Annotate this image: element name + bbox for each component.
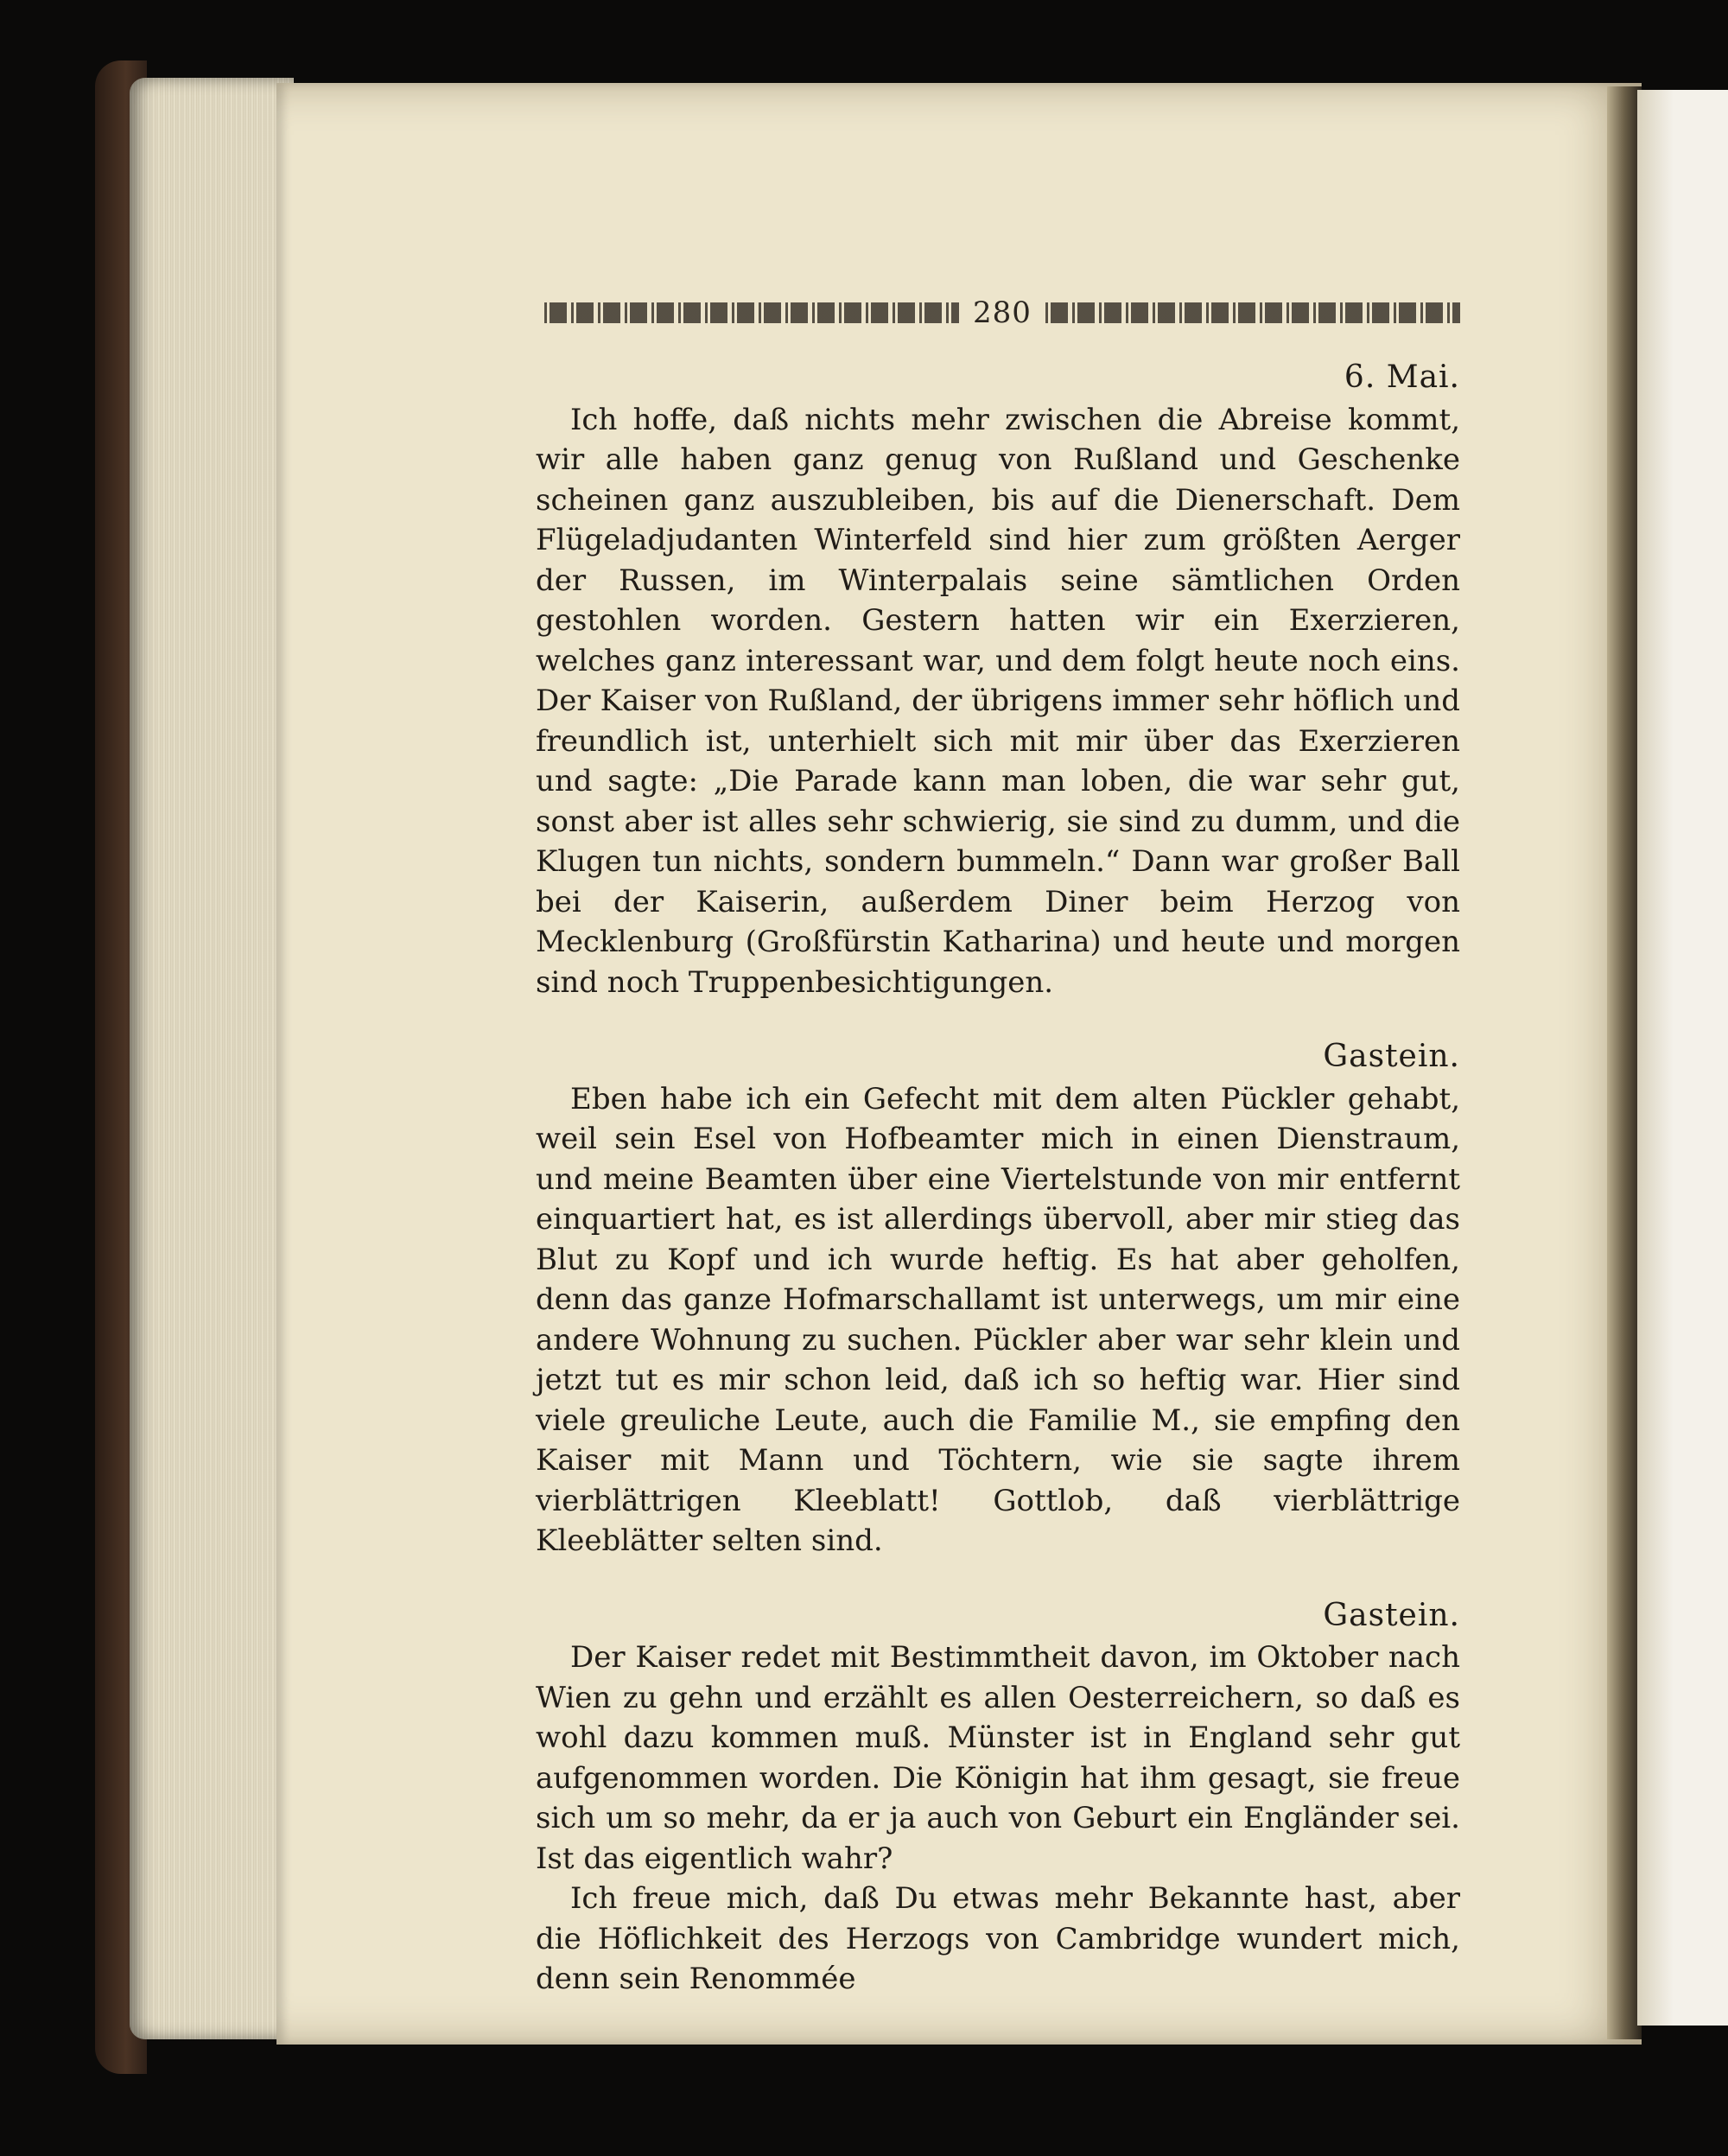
section-heading: 6. Mai. <box>1344 359 1460 395</box>
page-header <box>544 294 1460 332</box>
next-page-edge <box>1637 90 1728 2026</box>
page-edges <box>130 78 294 2039</box>
page-number: 280 <box>973 296 1032 330</box>
header-ornament-left <box>544 302 959 323</box>
paragraph: Ich freue mich, daß Du etwas mehr Bekannte hast, aber die Höflichkeit des Herzogs von Cambridge wundert mich, denn sein Renommée <box>536 1881 1460 1996</box>
paragraph: Ich hoffe, daß nichts mehr zwischen die Abreise kommt, wir alle haben ganz genug von Rußland und Geschenke scheinen ganz auszubleiben, bis auf die Dienerschaft. Dem Flügeladjudanten Winterfeld sind hier zum größten Aerger der Russen, im Winterpalais seine sämtlichen Orden gestohlen worden. Gestern hatten wir ein Exerzieren, welches ganz interessant war, und dem folgt heute noch eins. Der Kaiser von Rußland, der übrigens immer sehr höflich und freundlich ist, unterhielt sich mit mir über das Exerzieren und sagte: „Die Parade kann man loben, die war sehr gut, sonst aber ist alles sehr schwierig, sie sind zu dumm, und die Klugen tun nichts, sondern bummeln.“ Dann war großer Ball bei der Kaiserin, außerdem Diner beim Herzog von Mecklenburg (Großfürstin Katharina) und heute und morgen sind noch Truppenbesichtigungen. <box>536 402 1460 1000</box>
book-gutter <box>1607 86 1642 2039</box>
section-heading: Gastein. <box>1323 1039 1460 1074</box>
header-ornament-right <box>1045 302 1460 323</box>
section-heading: Gastein. <box>1323 1597 1460 1633</box>
text-column <box>536 346 1460 2000</box>
paragraph: Eben habe ich ein Gefecht mit dem alten Pückler gehabt, weil sein Esel von Hofbeamter mich in einen Dienstraum, und meine Beamten über eine Viertelstunde von mir entfernt einquartiert hat, es ist allerdings übervoll, aber mir stieg das Blut zu Kopf und ich wurde heftig. Es hat aber geholfen, denn das ganze Hofmarschallamt ist unterwegs, um mir eine andere Wohnung zu suchen. Pückler aber war sehr klein und jetzt tut es mir schon leid, daß ich so heftig war. Hier sind viele greuliche Leute, auch die Familie M., sie empfing den Kaiser mit Mann und Töchtern, wie sie sagte ihrem vierblättrigen Kleeblatt! Gottlob, daß vierblättrige Kleeblätter selten sind. <box>536 1081 1460 1558</box>
paragraph: Der Kaiser redet mit Bestimmtheit davon, im Oktober nach Wien zu gehn und erzählt es allen Oesterreichern, so daß es wohl dazu kommen muß. Münster ist in England sehr gut aufgenommen worden. Die Königin hat ihm gesagt, sie freue sich um so mehr, da er ja auch von Geburt ein Engländer sei. Ist das eigentlich wahr? <box>536 1640 1460 1876</box>
